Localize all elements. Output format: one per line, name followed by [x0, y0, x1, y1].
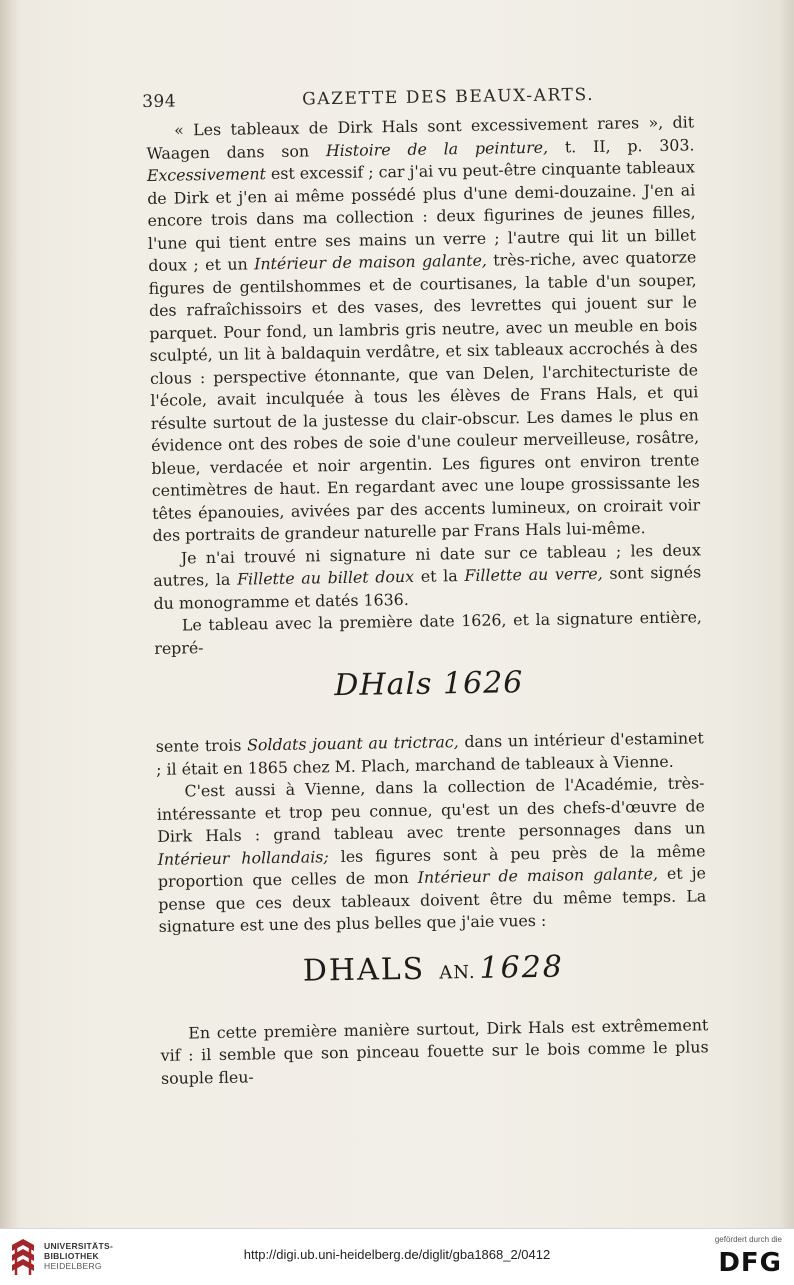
paragraph-2: Je n'ai trouvé ni signature ni date sur ce tableau ; les deux autres, la Fillette au billet doux et la Fillette au verre, sont signés du monogramme et datés 1636.: [153, 539, 702, 613]
artwork-title: Intérieur de maison galante,: [254, 250, 488, 274]
funder-label: gefördert durch die: [714, 1235, 782, 1244]
paragraph-5: C'est aussi à Vienne, dans la collection de l'Académie, très-intéressante et trop peu connue, qu'est un des chefs-d'œuvre de Dirk Hals : grand tableau avec trente personnages dans un Intérieur hollandais; les figures sont à peu près de la même proportion que celles de mon Intérieur de maison galante, et je pense que ces deux tableaux doivent être du même temps. La signature est une des plus belles que j'aie vues :: [156, 773, 707, 936]
digitization-footer: [0, 1228, 794, 1285]
page-header: [142, 83, 702, 116]
paragraph-3: Le tableau avec la première date 1626, et la signature entière, repré-: [154, 607, 703, 658]
paragraph-6: En cette première manière surtout, Dirk Hals est extrêmement vif : il semble que son pinceau fouette sur le bois comme le plus souple fleu-: [160, 1014, 709, 1088]
artwork-title: Soldats jouant au trictrac,: [246, 732, 459, 755]
artwork-title: Fillette au verre,: [464, 563, 603, 586]
page-number: 394: [142, 91, 177, 112]
emphasis: Excessivement: [146, 164, 267, 185]
page-gutter: [0, 0, 20, 1228]
paragraph-1: « Les tableaux de Dirk Hals sont excessivement rares », dit Waagen dans son Histoire de la peinture, t. II, p. 303. Excessivement est excessif ; car j'ai vu peut-être cinquante tableaux de Dirk et j'en ai même possédé plus d'une demi-douzaine. J'en ai encore trois dans ma collection : deux figurines de jeunes filles, l'une qui tient entre ses mains un verre ; l'autre qui lit un billet doux ; et un Intérieur de maison galante, très-riche, avec quatorze figures de gentilshommes et de courtisanes, la table d'un souper, des rafraîchissoirs et des vases, des levrettes qui jouent sur le parquet. Pour fond, un lambris gris neutre, avec un meuble en bois sculpté, un lit à baldaquin verdâtre, et six tableaux accrochés à des clous : perspective étonnante, que van Delen, l'architecturiste de l'école, avait inculquée à tous les élèves de Frans Hals, et qui résulte surtout de la justesse du clair-obscur. Les dames le plus en évidence ont des robes de soie d'une couleur merveilleuse, rosâtre, bleue, verdacée et noir argentin. Les figures ont environ trente centimètres de haut. En regardant avec une loupe grossissante les têtes épanouies, avivées par des accents lumineux, on croirait voir des portraits de grandeur naturelle par Frans Hals lui-même.: [146, 112, 701, 545]
paragraph-4: sente trois Soldats jouant au trictrac, dans un intérieur d'estaminet ; il était en 1865 chez M. Plach, marchand de tableaux à Vienne.: [155, 728, 704, 779]
running-title: GAZETTE DES BEAUX-ARTS.: [301, 84, 595, 110]
dfg-logo: DFG: [718, 1248, 782, 1278]
source-url-link[interactable]: http://digi.ub.uni-heidelberg.de/diglit/gba1868_2/0412: [243, 1247, 551, 1262]
article-text: [146, 111, 709, 1089]
signature-facsimile-1626: DHals 1626: [334, 665, 524, 704]
library-name: UNIVERSITÄTS- BIBLIOTHEK HEIDELBERG: [44, 1241, 114, 1271]
signature-year: 1628: [479, 949, 565, 986]
signature-name: DHALS: [302, 951, 426, 989]
artwork-title: Intérieur hollandais;: [157, 846, 329, 869]
book-title: Histoire de la peinture,: [325, 137, 549, 160]
signature-an: AN.: [439, 961, 476, 983]
signature-facsimile-1628: [159, 930, 708, 1023]
artwork-title: Fillette au billet doux: [236, 566, 415, 589]
page-edge: [780, 0, 794, 1228]
artwork-title: Intérieur de maison galante,: [417, 864, 659, 887]
